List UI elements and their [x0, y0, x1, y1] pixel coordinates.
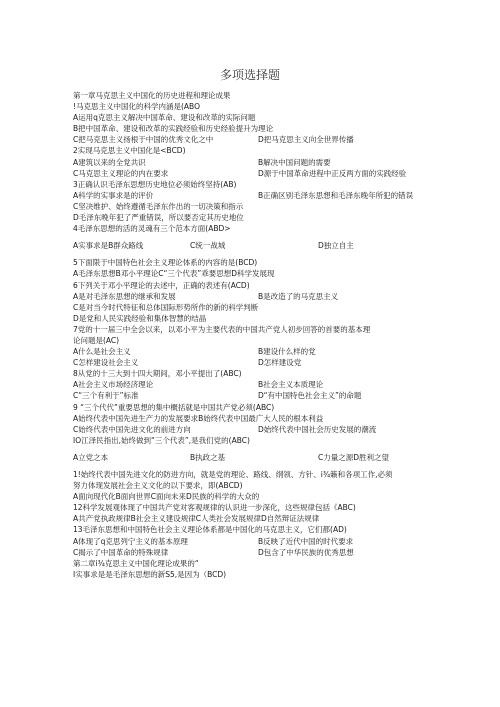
- text-line: [73, 268, 438, 279]
- text-line: [73, 413, 438, 424]
- line-text: D毛泽东晚年犯了严重错误，所以要否定其历史地位: [73, 213, 244, 223]
- text-line: [73, 123, 438, 134]
- text-line: [73, 257, 438, 268]
- text-line: [73, 157, 438, 168]
- line-text: 第二章i¾克思主义中国化理论成果的“: [73, 558, 199, 568]
- text-line: [73, 280, 438, 291]
- option-text: C怎样建设社会主义: [73, 358, 139, 368]
- option-text: B解决中国问题的需要: [258, 157, 331, 167]
- option-text: A社会主义市场经济理论: [73, 380, 154, 390]
- option-text: A体现了q克思列宁主义的基本原理: [73, 536, 188, 546]
- option-text: D把马克思主义向全世界传播: [258, 135, 354, 145]
- line-text: C坚决维护、始终遵循毛泽东作出的一切决策和指示: [73, 201, 244, 211]
- line-text: 论问题是(AC): [73, 335, 120, 345]
- text-line: [73, 491, 438, 502]
- text-line: [73, 313, 438, 324]
- document-body: [73, 90, 438, 580]
- text-line: [73, 502, 438, 513]
- line-text: IO江泽民指出,始终做到“三个代表”,是我们党的(ABC): [73, 435, 250, 445]
- line-text: B把中国革命、建设和改革的实践经验和历史经验提升为理论: [73, 124, 274, 134]
- line-text: A运用q克思主义解决中国革命、建设和改革的实际问题: [73, 113, 256, 123]
- option-text: C把马克思主义扬根于中国的优秀文化之中: [73, 135, 214, 145]
- option-text: D源于中国革命进程中正反两方面的实践经验: [258, 168, 407, 178]
- text-line: [73, 190, 438, 201]
- line-text: 7党的十一届三中全会以来，以邓小平为主要代表的中国共产党人初步回答的首要的基本理: [73, 324, 371, 334]
- text-line: [73, 469, 438, 480]
- line-text: A面向现代化B面向世界C面向未来D民族的科学的大众的: [73, 492, 260, 502]
- text-line: [73, 168, 438, 179]
- option-text: C“三个有利于”标准: [73, 391, 139, 401]
- line-text: 2实现马克思主义中国化是<BCD): [73, 146, 186, 156]
- text-line: [73, 435, 438, 446]
- option-text: B正确区别毛泽东思想和毛泽东晚年所犯的错误: [258, 190, 414, 200]
- line-text: 5下面限于中国特色社会主义理论体系的内容的是(BCD): [73, 258, 258, 268]
- text-line: [73, 390, 438, 401]
- text-line: [73, 201, 438, 212]
- line-text: 4毛泽东思想的活的灵魂有三个范本方面(ABD>: [73, 224, 231, 234]
- option-text: A是对毛泽东思想的继承和发展: [73, 291, 176, 301]
- line-text: 努力体现发展社会主义文化的以下要求，即(ABCD): [73, 481, 243, 491]
- line-text: 13毛泽东思想和中国特色社会主义理论体系都是中国化的马克思主义，它们都(AD): [73, 525, 347, 535]
- option-text: D怎样建设党: [258, 358, 302, 368]
- line-text: 3正确认识毛泽东思想历史地位必须始终坚持(AB): [73, 179, 237, 189]
- text-line: [73, 558, 438, 569]
- option-text: D包含了中华民族的优秀思想: [258, 547, 354, 557]
- text-line: [73, 240, 438, 251]
- option-text: B是改造了的马克思主义: [258, 291, 339, 301]
- line-text: A始终代表中国先进生产力的发展要求B始终代表中国最广大人民的根本利益: [73, 413, 324, 423]
- text-line: [73, 324, 438, 335]
- line-text: A共产党执政规律B社会主义建设规律C人类社会发展规律D自然辩证法规律: [73, 514, 320, 524]
- text-line: [73, 452, 438, 463]
- text-line: [73, 379, 438, 390]
- text-line: [73, 357, 438, 368]
- option-text: C统一战城: [190, 241, 226, 251]
- text-line: [73, 480, 438, 491]
- line-text: 8从党的十三大到十四大期间，邓小平提出了(ABC): [73, 369, 242, 379]
- option-text: C力量之源D胜利之望: [318, 452, 390, 462]
- option-text: C马克思主义理论的内在要求: [73, 168, 169, 178]
- option-text: A科学的实事求是的评价: [73, 190, 154, 200]
- option-text: B社会主义本质理论: [258, 380, 324, 390]
- text-line: [73, 291, 438, 302]
- option-text: B执政之基: [190, 452, 226, 462]
- option-text: B建设什么样的党: [258, 347, 316, 357]
- text-line: [73, 402, 438, 413]
- text-line: [73, 524, 438, 535]
- option-text: D“有中国特色社会主义”的命题: [258, 391, 362, 401]
- text-line: [73, 424, 438, 435]
- line-text: C是对当今时代特征和总体国际形势所作的新的科学判断: [73, 302, 259, 312]
- text-line: [73, 179, 438, 190]
- text-line: [73, 145, 438, 156]
- text-line: [73, 223, 438, 234]
- option-text: D始终代表中国社会历史发展的潮流: [258, 424, 377, 434]
- page-title: 多项选择题: [219, 68, 280, 82]
- option-text: B反映了近代中国的时代要求: [258, 536, 354, 546]
- text-line: [73, 335, 438, 346]
- text-line: [73, 368, 438, 379]
- text-line: [73, 302, 438, 313]
- option-text: C揭示了中国革命的特殊规律: [73, 547, 169, 557]
- option-text: C始终代表中国先进文化的前进方向: [73, 424, 191, 434]
- line-text: 6下列关于邓小平理论的去述中，正确的表述有(ACD): [73, 280, 250, 290]
- text-line: [73, 536, 438, 547]
- text-line: [73, 212, 438, 223]
- text-line: [73, 346, 438, 357]
- line-text: D是党和人民实践经验和集体智慧的结晶: [73, 313, 207, 323]
- option-text: A建筑以来的全党共识: [73, 157, 146, 167]
- option-text: A实事求是B群众路线: [73, 241, 144, 251]
- line-text: 1!始终代表中国先进文化的防进方向，就是党的理论、路线、纲领、方针、i¾籁和各项工作,必须: [73, 470, 393, 479]
- line-text: 第一章马克思主义中国化的历史进程和理论成果: [73, 91, 231, 100]
- text-line: [73, 90, 438, 101]
- option-text: A立党之本: [73, 452, 109, 462]
- line-text: 9 “三个代代”重要思想的集中概括就是中国共产党必须(ABC): [73, 402, 275, 412]
- text-line: [73, 569, 438, 580]
- option-text: D独立自主: [318, 241, 354, 251]
- option-text: A什么是社会主义: [73, 347, 131, 357]
- text-line: [73, 513, 438, 524]
- line-text: !马克思主义中国化的科学内涵是(ABO: [73, 102, 200, 112]
- text-line: [73, 101, 438, 112]
- text-line: [73, 134, 438, 145]
- text-line: [73, 112, 438, 123]
- line-text: A毛泽东思想B邓小平理论C“三个代表”乖要思想D科学发展现: [73, 269, 275, 279]
- text-line: [73, 547, 438, 558]
- line-text: 12科学发展观体现了中国共产党对客观规律的认识进一步深化，这些规律包括《ABC): [73, 503, 356, 513]
- line-text: I实事求是是毛泽东思想的新S5,是因为（BCD): [73, 569, 227, 579]
